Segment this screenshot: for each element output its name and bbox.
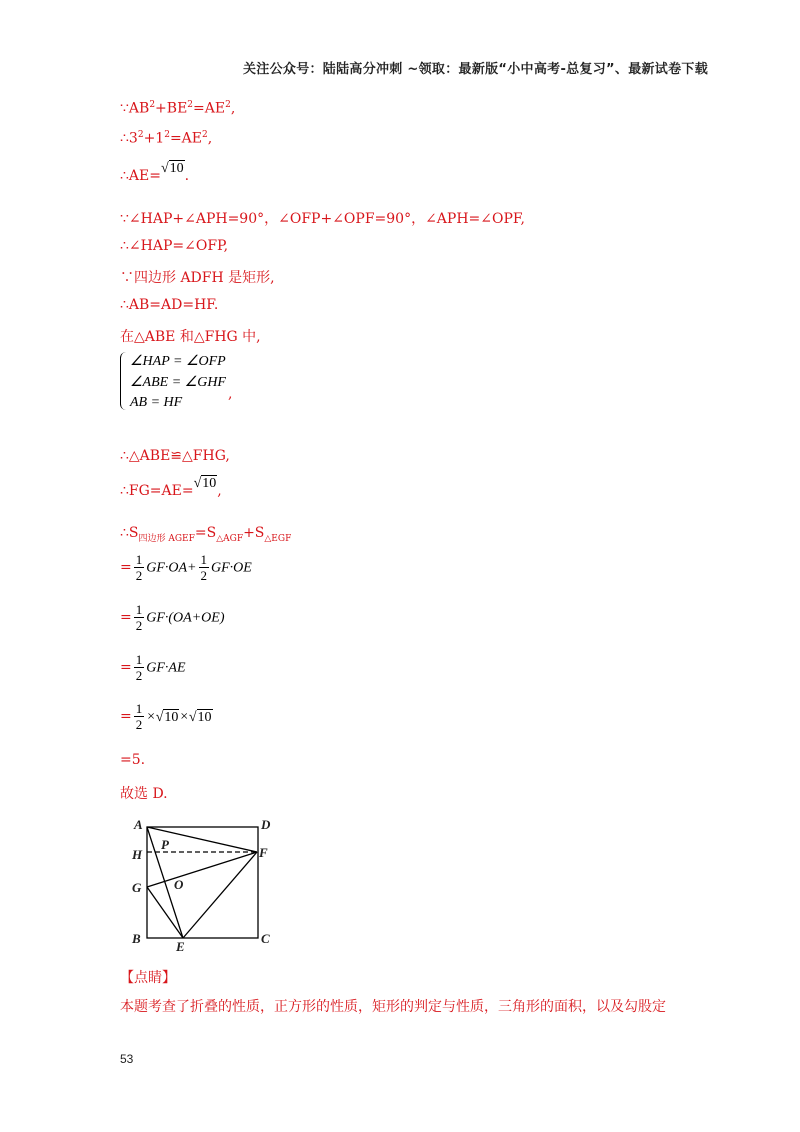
angle-equal-line: ∴∠HAP=∠OFP,	[120, 238, 229, 254]
commentary-heading: 【点睛】	[120, 970, 176, 986]
segment-gf	[147, 852, 257, 887]
label-e: E	[176, 939, 185, 954]
triangles-intro-line: 在△ABE 和△FHG 中,	[120, 329, 261, 345]
fraction-half: $\frac{1}{2}$	[200, 552, 208, 583]
label-d: D	[261, 817, 271, 832]
sqrt-10: √10	[188, 709, 212, 725]
label-o: O	[174, 877, 184, 892]
commentary-text: 本题考查了折叠的性质，正方形的性质，矩形的判定与性质，三角形的面积，以及勾股定	[120, 999, 666, 1015]
page-number: 53	[120, 1052, 134, 1066]
area-line: $\therefore S_{四边形 AGEF}=S_{\triangle AGF}+S_{\triangle EGF}$	[120, 525, 292, 544]
system-comma: ,	[228, 386, 233, 402]
fg-equals-line: ∴FG=AE=√10,	[120, 476, 222, 499]
area-step-2: = $\frac{1}{2}$ GF·(OA+OE)	[120, 602, 225, 633]
rectangle-line: ∵四边形 ADFH 是矩形,	[120, 270, 275, 286]
page-header: 关注公众号：陆陆高分冲刺 ~领取：最新版“小中高考-总复习”、最新试卷下载	[243, 62, 709, 77]
congruent-line: ∴△ABE≌△FHG,	[120, 448, 230, 464]
fraction-half: $\frac{1}{2}$	[135, 652, 143, 683]
sqrt-10: √10	[193, 476, 217, 491]
fraction-half: $\frac{1}{2}$	[135, 701, 143, 732]
sqrt-10: √10	[155, 709, 179, 725]
result-line: =5.	[120, 752, 146, 768]
equation-line-1: $\because AB^2+BE^2=AE^2$,	[120, 100, 236, 117]
fraction-half: $\frac{1}{2}$	[135, 602, 143, 633]
label-p: P	[161, 837, 169, 852]
answer-line: 故选 D.	[120, 786, 168, 802]
label-g: G	[132, 880, 142, 895]
label-f: F	[259, 845, 268, 860]
area-step-3: = $\frac{1}{2}$ GF·AE	[120, 652, 186, 683]
label-h: H	[132, 847, 143, 862]
area-step-4: = $\frac{1}{2}$ ×√10×√10	[120, 701, 212, 732]
label-a: A	[134, 817, 143, 832]
label-c: C	[261, 931, 270, 946]
fraction-half: $\frac{1}{2}$	[135, 552, 143, 583]
segment-ge	[147, 887, 183, 938]
sqrt-10: √10	[160, 161, 184, 176]
geometry-figure	[125, 815, 285, 955]
system-row-1: ∠HAP = ∠OFP	[130, 354, 226, 369]
segment-ef	[183, 852, 257, 938]
label-b: B	[132, 931, 141, 946]
area-step-1: = $\frac{1}{2}$ GF·OA+ $\frac{1}{2}$ GF·OE	[120, 552, 252, 583]
equation-line-2: $\therefore 3^2+1^2=AE^2$,	[120, 130, 213, 147]
system-row-2: ∠ABE = ∠GHF	[130, 375, 226, 390]
system-row-3: AB = HF	[130, 395, 183, 410]
angle-sum-line: ∵∠HAP+∠APH=90°，∠OFP+∠OPF=90°，∠APH=∠OPF,	[120, 211, 525, 227]
equation-line-3: ∴AE=√10.	[120, 161, 190, 184]
equal-sides-line: ∴AB=AD=HF.	[120, 297, 219, 313]
system-brace	[120, 352, 129, 410]
